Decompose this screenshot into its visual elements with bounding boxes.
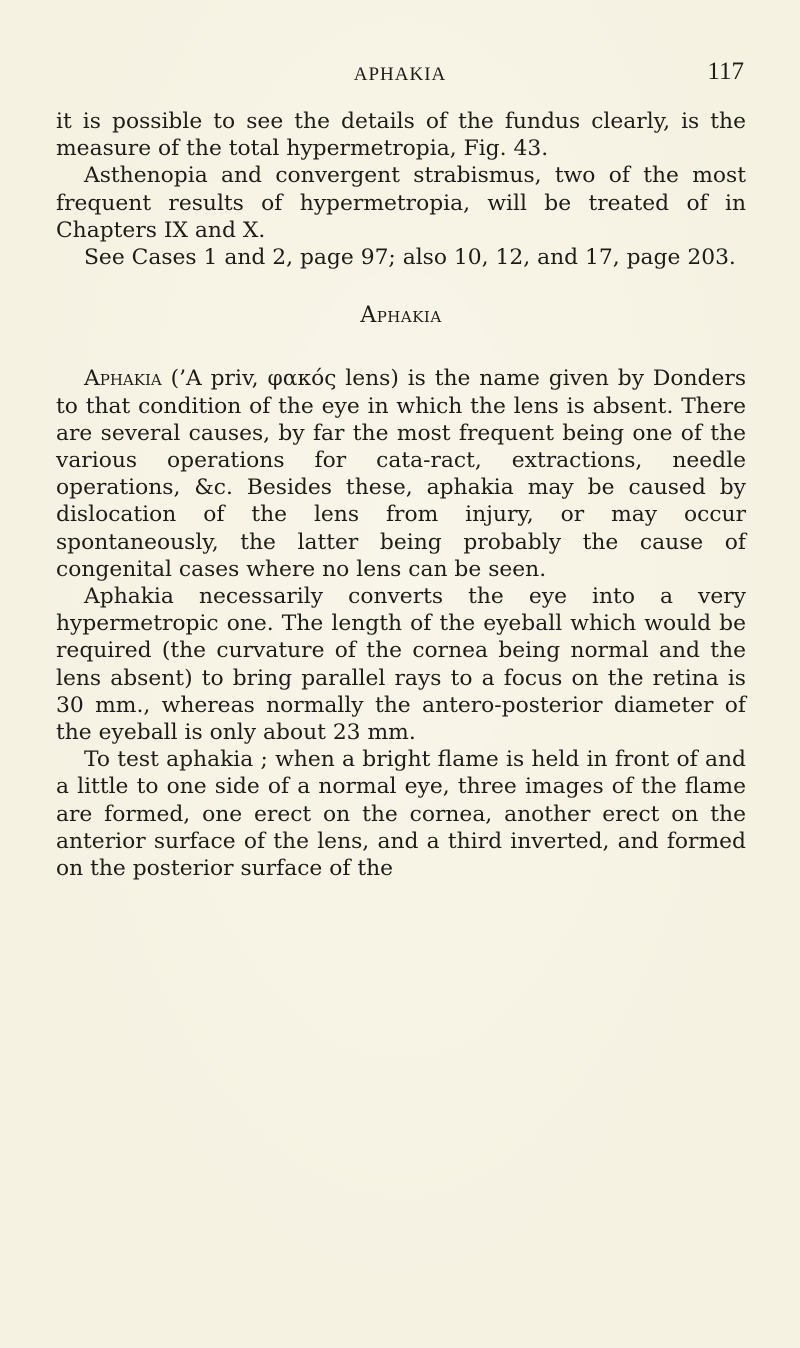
paragraph-definition-text: (’A priv, φακός lens) is the name given by Donders to that condition of the eye in which the lens is absent. There are several causes, by far the most frequent being one of the various operations for cata-ract, extractions, needle operations, &c. Besides these, aphakia may be caused by dislocation of the lens from injury, or may occur spontaneously, the latter being probably the cause of congenital cases where no lens can be seen. [56, 366, 746, 582]
page-number: 117 [707, 58, 744, 85]
paragraph-asthenopia: Asthenopia and convergent strabismus, two of the most frequent results of hypermetropia, will be treated of in Chapters IX and X. [56, 163, 746, 243]
paragraph-hypermetropic: Aphakia necessarily converts the eye into a very hypermetropic one. The length of the eyeball which would be required (the curvature of the cornea being normal and the lens absent) to bring parallel rays to a focus on the retina is 30 mm., whereas normally the antero-posterior diameter of the eyeball is only about 23 mm. [56, 584, 746, 746]
body-text [56, 108, 746, 882]
paragraph-lead-term: Aphakia [84, 366, 162, 392]
paragraph-test-aphakia: To test aphakia ; when a bright flame is held in front of and a little to one side of a normal eye, three images of the flame are formed, one erect on the cornea, another erect on the anterior surface of the lens, and a third inverted, and formed on the posterior surface of the [56, 747, 746, 882]
running-head: APHAKIA [353, 64, 447, 85]
paragraph-see-cases: See Cases 1 and 2, page 97; also 10, 12, and 17, page 203. [84, 245, 736, 271]
paragraph-continued: it is possible to see the details of the fundus clearly, is the measure of the total hypermetropia, Fig. 43. [56, 109, 746, 162]
section-heading: Aphakia [360, 303, 442, 329]
paragraph-aphakia-definition [56, 365, 746, 583]
page-header [56, 58, 744, 92]
